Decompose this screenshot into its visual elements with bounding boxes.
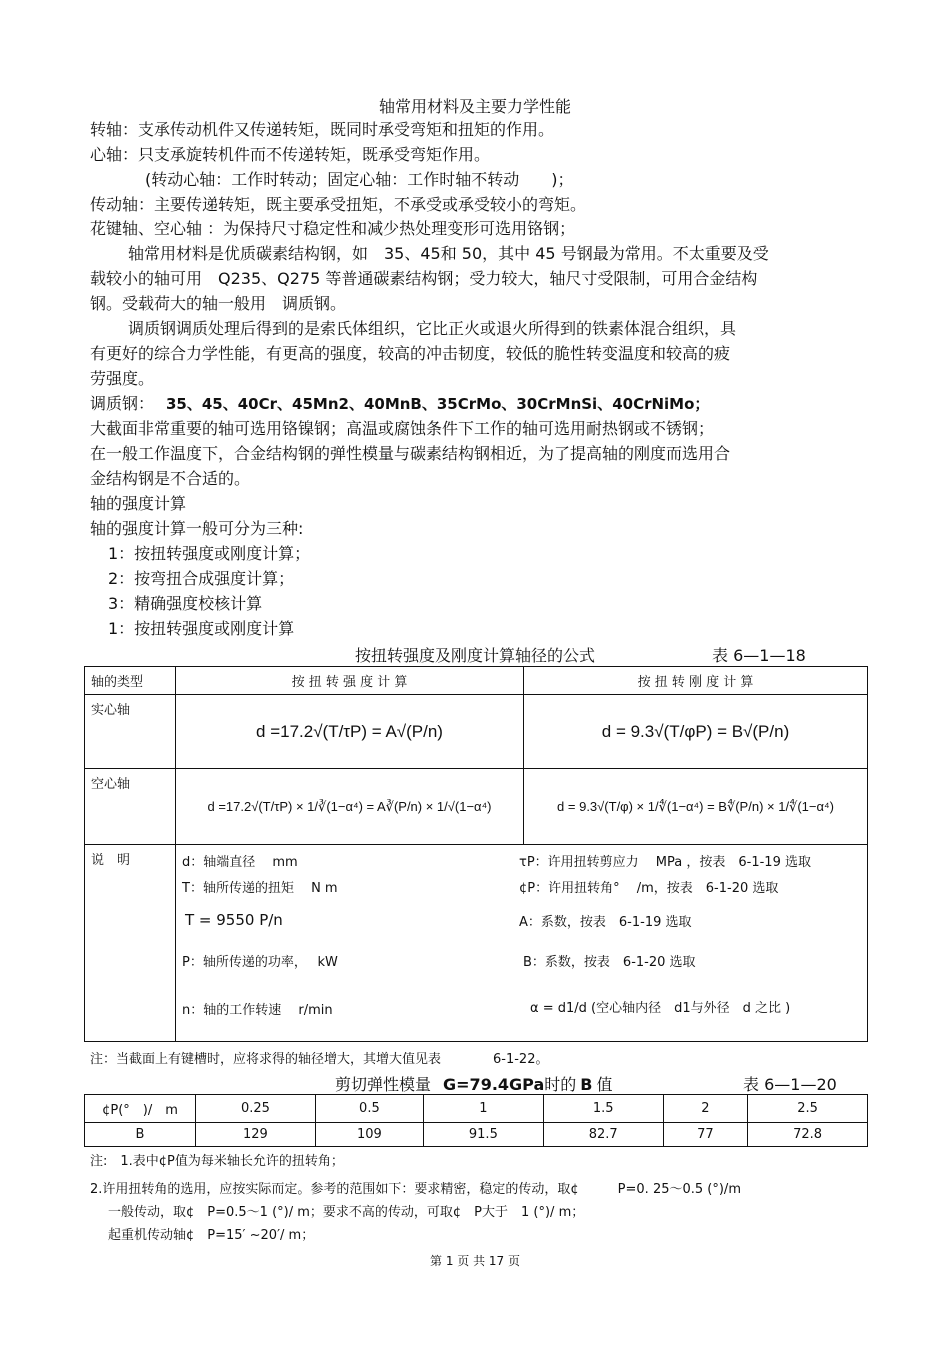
- explain-item: T：轴所传递的扭矩 N m: [182, 881, 338, 896]
- table-cell: B: [85, 1123, 196, 1147]
- explain-formula: T = 9550 P/n: [185, 911, 283, 929]
- explain-item: A：系数，按表 6-1-19 选取: [519, 915, 692, 930]
- header-strength: 按 扭 转 强 度 计 算: [176, 667, 524, 695]
- table1-tag: 表 6—1—18: [712, 646, 806, 665]
- text-line: 传动轴：主要传递转矩，既主要承受扭矩，不承受或承受较小的弯矩。: [90, 195, 587, 214]
- text-line: 有更好的综合力学性能，有更高的强度，较高的冲击韧度，较低的脆性转变温度和较高的疲: [90, 344, 731, 363]
- table-cell: 0.5: [315, 1095, 423, 1123]
- explain-item: n：轴的工作转速 r/min: [182, 1003, 333, 1018]
- text-line: 轴的强度计算一般可分为三种:: [90, 519, 304, 538]
- text-line: 钢。受载荷大的轴一般用 调质钢。: [90, 294, 347, 313]
- table-cell: 109: [315, 1123, 423, 1147]
- text-line: 大截面非常重要的轴可选用铬镍钢；高温或腐蚀条件下工作的轴可选用耐热钢或不锈钢；: [90, 419, 715, 438]
- table1-note: 注：当截面上有键槽时，应将求得的轴径增大，其增大值见表 6-1-22。: [90, 1052, 549, 1067]
- text-line: 金结构钢是不合适的。: [90, 469, 251, 488]
- list-item: 1：按扭转强度或刚度计算；: [108, 544, 311, 563]
- text-line: 转轴：支承传动机件又传递转矩，既同时承受弯矩和扭矩的作用。: [90, 120, 555, 139]
- text-line: 调质钢调质处理后得到的是索氏体组织，它比正火或退火所得到的铁素体混合组织，具: [128, 319, 737, 338]
- list-item: 3：精确强度校核计算: [108, 594, 263, 613]
- row-solid-label: 实心轴: [85, 695, 176, 769]
- formula-table: [84, 666, 868, 1042]
- table-cell: 1: [423, 1095, 543, 1123]
- explain-item: B：系数，按表 6-1-20 选取: [523, 955, 696, 970]
- table2-note: 注: 1.表中¢P值为每米轴长允许的扭转角；: [90, 1154, 344, 1169]
- table-cell: 82.7: [543, 1123, 663, 1147]
- steel-list: 35、45、40Cr、45Mn2、40MnB、35CrMo、30CrMnSi、40CrNiMo；: [166, 395, 710, 413]
- explain-item: ¢P：许用扭转角° /m，按表 6-1-20 选取: [519, 881, 779, 896]
- text-line: 劳强度。: [90, 369, 155, 388]
- row-explain-label: 说 明: [85, 845, 176, 1042]
- text-line: (转动心轴：工作时转动；固定心轴：工作时轴不转动 )；: [145, 170, 574, 189]
- text-line: 在一般工作温度下，合金结构钢的弹性模量与碳素结构钢相近，为了提高轴的刚度而选用合: [90, 444, 731, 463]
- section-heading: 轴的强度计算: [90, 494, 187, 513]
- formula-hollow-strength: d =17.2√(T/τP) × 1/∛(1−α⁴) = A∛(P/n) × 1/√(1−α⁴): [176, 769, 524, 845]
- table2-tag: 表 6—1—20: [743, 1075, 837, 1094]
- table-cell: ¢P(° )/ m: [85, 1095, 196, 1123]
- table-cell: 129: [196, 1123, 316, 1147]
- header-stiffness: 按 扭 转 刚 度 计 算: [524, 667, 868, 695]
- table-cell: 2.5: [748, 1095, 868, 1123]
- row-hollow-label: 空心轴: [85, 769, 176, 845]
- table1-caption: 按扭转强度及刚度计算轴径的公式: [355, 646, 596, 665]
- explain-item: P：轴所传递的功率， kW: [182, 955, 338, 970]
- explain-cell: [176, 845, 868, 1042]
- list-item: 2：按弯扭合成强度计算；: [108, 569, 295, 588]
- explain-item: d：轴端直径 mm: [182, 855, 298, 870]
- text-line: 调质钢：: [90, 394, 155, 413]
- page-title: 轴常用材料及主要力学性能: [378, 97, 571, 116]
- explain-item: α = d1/d (空心轴内径 d1与外径 d 之比 ): [530, 1001, 791, 1016]
- table-cell: 0.25: [196, 1095, 316, 1123]
- formula-solid-strength: d =17.2√(T/τP) = A√(P/n): [176, 695, 524, 769]
- table-cell: 2: [663, 1095, 747, 1123]
- text-line: 花键轴、空心轴 ：为保持尺寸稳定性和减少热处理变形可选用铬钢；: [90, 219, 576, 238]
- b-value-table: [84, 1094, 868, 1147]
- text-line: 载较小的轴可用 Q235、Q275 等普通碳素结构钢；受力较大，轴尺寸受限制，可用合金结构: [90, 269, 758, 288]
- table-cell: 77: [663, 1123, 747, 1147]
- table-cell: 1.5: [543, 1095, 663, 1123]
- formula-solid-stiffness: d = 9.3√(T/φP) = B√(P/n): [524, 695, 868, 769]
- table-cell: 72.8: [748, 1123, 868, 1147]
- explain-item: τP：许用扭转剪应力 MPa ，按表 6-1-19 选取: [519, 855, 811, 870]
- table2-note: 起重机传动轴¢ P=15′ ~20′/ m；: [108, 1228, 315, 1243]
- table2-note: 一般传动，取¢ P=0.5～1 (°)/ m；要求不高的传动，可取¢ P大于 1 (°)/ m；: [108, 1205, 585, 1220]
- list-item: 1：按扭转强度或刚度计算: [108, 619, 295, 638]
- text-line: 心轴：只支承旋转机件而不传递转矩，既承受弯矩作用。: [90, 145, 491, 164]
- page-footer: 第 1 页 共 17 页: [430, 1254, 520, 1268]
- table-cell: 91.5: [423, 1123, 543, 1147]
- table2-caption: 剪切弹性模量 G=79.4GPa时的 B 值: [335, 1075, 613, 1094]
- header-type: 轴的类型: [85, 667, 176, 695]
- text-line: 轴常用材料是优质碳素结构钢，如 35、45和 50，其中 45 号钢最为常用。不太重要及受: [128, 244, 769, 263]
- formula-hollow-stiffness: d = 9.3√(T/φ) × 1/∜(1−α⁴) = B∜(P/n) × 1/∜(1−α⁴): [524, 769, 868, 845]
- table2-note: 2.许用扭转角的选用，应按实际而定。参考的范围如下：要求精密，稳定的传动，取¢ P=0. 25～0.5 (°)/m: [90, 1182, 741, 1197]
